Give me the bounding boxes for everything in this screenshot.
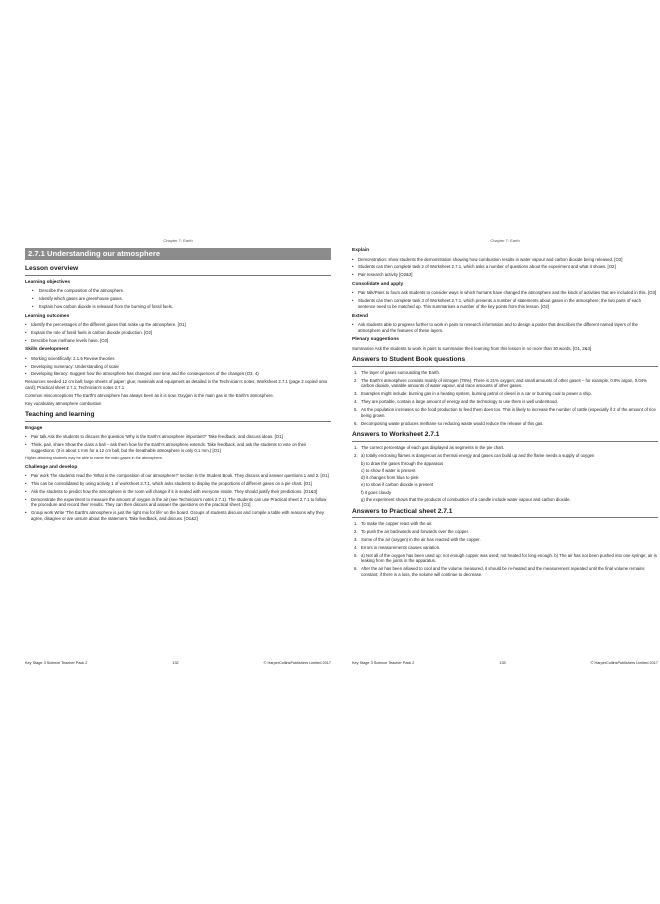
extend-list	[352, 322, 658, 333]
vocabulary-text: Key vocabulary atmosphere combustion	[25, 400, 102, 406]
list-item: e) to show if carbon dioxide is present	[361, 482, 434, 488]
list-item: • Ask the students to predict how the atmosphere in the room will change if it is sealed with everyone inside. They should justify their predictions. [O1&3]	[25, 489, 331, 495]
challenge-heading: Challenge and develop	[25, 464, 78, 470]
list-item: 1. To make the copper react with the air.	[352, 521, 658, 527]
footer-page-number: 132	[172, 661, 179, 665]
lesson-title: 2.7.1 Understanding our atmosphere	[25, 248, 331, 260]
practical-sheet-answers-heading: Answers to Practical sheet 2.7.1	[352, 508, 658, 519]
skills-heading: Skills development	[25, 347, 69, 353]
consolidate-list	[352, 290, 658, 309]
explain-heading: Explain	[352, 248, 370, 254]
list-item: • Students can then complete task 3 of Worksheet 2.7.1, which presents a number of statements about gases in the atmosphere; the two parts of each sentence need to be matched up. This summarises a number of the key points from this lesson. [O2]	[352, 298, 658, 309]
list-item: f) it goes cloudy	[361, 489, 392, 495]
list-item: d) it changes from blue to pink	[361, 475, 419, 481]
list-item: 4. Errors in measurements causes variation.	[352, 545, 658, 551]
list-item: • Developing literacy: Suggest how the atmosphere has changed over time and the consequences of the changes (O3, 4)	[25, 371, 331, 377]
list-item: 3. Examples might include: burning gas in a heating system, burning petrol or diesel in a car or burning coal to power a ship.	[352, 391, 658, 397]
list-item: 6. After the air has been allowed to cool and the volume measured, it should be re-heated and the measurement repeated until the final volume remains constant; if there is a loss, the volume will continue to decrease.	[352, 566, 658, 577]
plenary-text: Summarise Ask the students to work in pairs to summarise their learning from this lesson in no more than 30 words. [O1, 2&3]	[352, 345, 592, 351]
list-item: • Identify the percentages of the different gases that make up the atmosphere. [O1]	[25, 322, 331, 328]
objectives-heading: Learning objectives	[25, 279, 71, 285]
list-item: 1. The correct percentage of each gas displayed as segments in the pie chart.	[352, 445, 658, 451]
list-item: • Identify which gases are greenhouse gases.	[25, 296, 331, 302]
list-item: 2. a) totally enclosing flames is dangerous as thermal energy and gases can build up and the flame needs a supply of oxygen	[352, 453, 658, 459]
engage-list	[25, 434, 331, 453]
practical-sheet-answers-list	[352, 521, 658, 577]
list-item: • Working scientifically: 2.1.5 Review theories	[25, 356, 331, 362]
list-item: • Students can then complete task 2 of Worksheet 2.7.1, which asks a number of questions about the experiment and what it shows. [O2]	[352, 264, 658, 270]
list-item: • Describe the composition of the atmosphere.	[25, 288, 331, 294]
teaching-heading: Teaching and learning	[25, 411, 331, 422]
plenary-heading: Plenary suggestions	[352, 337, 399, 343]
list-item: • Pair talk/Pairs to fours ask students to consider ways in which humans have changed the atmosphere and the kinds of activities that are included in this. [O3]	[352, 290, 658, 296]
engage-note: Higher-attaining students may be able to name the main gases in the atmosphere.	[25, 455, 164, 460]
footer-book: Key Stage 3 Science Teacher Pack 2	[352, 661, 415, 665]
list-item: • Demonstration: show students the demonstration showing how combustion results in water vapour and carbon dioxide being released. [O2]	[352, 257, 658, 263]
list-item: • Demonstrate the experiment to measure the amount of oxygen in the air (see Technician's notes 2.7.1). The students can use Practical sheet 2.7.1 to follow the procedure and record their results. They can then discuss and answer the questions on the practical sheet. [O1]	[25, 497, 331, 508]
student-book-answers-heading: Answers to Student Book questions	[352, 356, 658, 367]
list-item: 3. Some of the air (oxygen) in the air has reacted with the copper.	[352, 537, 658, 543]
outcomes-heading: Learning outcomes	[25, 313, 70, 319]
extend-heading: Extend	[352, 313, 368, 319]
resources-text: Resources needed 12 cm ball; large sheets of paper; glue; materials and equipment as detailed in the Technician's notes; Worksheet 2.7.1 (page 2 copied onto card); Practical sheet 2.7.1; Technician's notes 2.7.1	[25, 379, 328, 390]
list-item: 2. The Earth's atmosphere consists mainly of nitrogen (78%). There is 21% oxygen; and small amounts of other gases – for example, 0.9% argon, 0.04% carbon dioxide, variable amounts of water vapour, and trace amounts of other gases.	[352, 378, 658, 389]
footer-book: Key Stage 3 Science Teacher Pack 2	[25, 661, 88, 665]
worksheet-answers-heading: Answers to Worksheet 2.7.1	[352, 431, 658, 442]
list-item: 2. To push the air backwards and forwards over the copper.	[352, 529, 658, 535]
explain-list	[352, 257, 658, 278]
left-footer	[25, 661, 331, 665]
right-page	[352, 238, 658, 658]
list-item: 5. a) Not all of the oxygen has been used up; not enough copper was used; not heated for long enough. b) The air has not been pushed into one syringe; air is leaking from the joints in the apparatus.	[352, 553, 658, 564]
footer-copyright: © HarperCollinsPublishers Limited 2017	[590, 661, 658, 665]
list-item: • Think, pair, share Show the class a ball – ask them how far the Earth's atmosphere extends. Take feedback, and ask the students to vote on their suggestions. (It is about 1 mm for a 12 cm ball, but the breathable atmosphere is only 0.1 mm.) [O1]	[25, 442, 331, 453]
list-item: • Pair work The students read the 'What is the composition of our atmosphere?' section in the Student Book. They discuss and answer questions 1 and 2. [O1]	[25, 473, 331, 479]
footer-copyright: © HarperCollinsPublishers Limited 2017	[263, 661, 331, 665]
worksheet-sub-answers	[352, 461, 658, 503]
list-item: 5. As the population increases so the food production to feed them does too. This is likely to increase the number of cattle (especially if 2 of the amount of rice being grown.	[352, 407, 658, 418]
challenge-list	[25, 473, 331, 521]
list-item: b) to draw the gases through the apparatus	[361, 460, 444, 466]
misconceptions-text: Common misconceptions The Earth's atmosphere has always been as it is now. Oxygen is the main gas in the Earth's atmosphere.	[25, 392, 274, 398]
student-book-answers-list	[352, 370, 658, 426]
list-item: • Describe how methane levels have. [O3]	[25, 338, 331, 344]
list-item: • Ask students able to progress further to work in pairs to research information and to design a poster that describes the different named layers of the atmosphere and the features of these layers.	[352, 322, 658, 333]
right-footer	[352, 661, 658, 665]
footer-page-number: 133	[499, 661, 506, 665]
skills-list	[25, 356, 331, 377]
list-item: • Explain how carbon dioxide is released from the burning of fossil fuels.	[25, 304, 331, 310]
left-page	[25, 238, 331, 658]
engage-heading: Engage	[25, 426, 43, 432]
list-item: • Pair research activity [O2&3]	[352, 272, 658, 278]
list-item: g) the experiment shows that the products of combustion of a candle include water vapour and carbon dioxide.	[361, 496, 571, 502]
list-item: • Group work Write 'The Earth's atmosphere is just the right mix for life' on the board. Groups of students discuss and compile a table with reasons why they agree, disagree or are unsure about the statement. Take feedback, and discuss. [O1&2]	[25, 510, 331, 521]
list-item: • Developing numeracy: Understanding of scale	[25, 364, 331, 370]
list-item: • Explain the role of fossil fuels in carbon dioxide production. [O2]	[25, 330, 331, 336]
list-item: c) to show if water is present	[361, 467, 416, 473]
list-item: 1. The layer of gases surrounding the Earth.	[352, 370, 658, 376]
list-item: • This can be consolidated by using activity 1 of worksheet 2.7.1, which asks students to display the proportions of different gases on a pie chart. [O1]	[25, 481, 331, 487]
overview-heading: Lesson overview	[25, 265, 331, 276]
worksheet-answers-list	[352, 445, 658, 459]
chapter-label: Chapter 7: Earth	[163, 238, 193, 243]
list-item: • Pair talk Ask the students to discuss the question 'Why is the Earth's atmosphere important?' Take feedback, and discuss ideas. [O1]	[25, 434, 331, 440]
outcomes-list	[25, 322, 331, 343]
objectives-list	[25, 288, 331, 309]
chapter-label: Chapter 7: Earth	[490, 238, 520, 243]
list-item: 6. Decomposing waste produces methane so reducing waste would reduce the release of this gas.	[352, 421, 658, 427]
list-item: 4. They are portable, contain a large amount of energy and the technology to use them is well understood.	[352, 399, 658, 405]
consolidate-heading: Consolidate and apply	[352, 281, 404, 287]
